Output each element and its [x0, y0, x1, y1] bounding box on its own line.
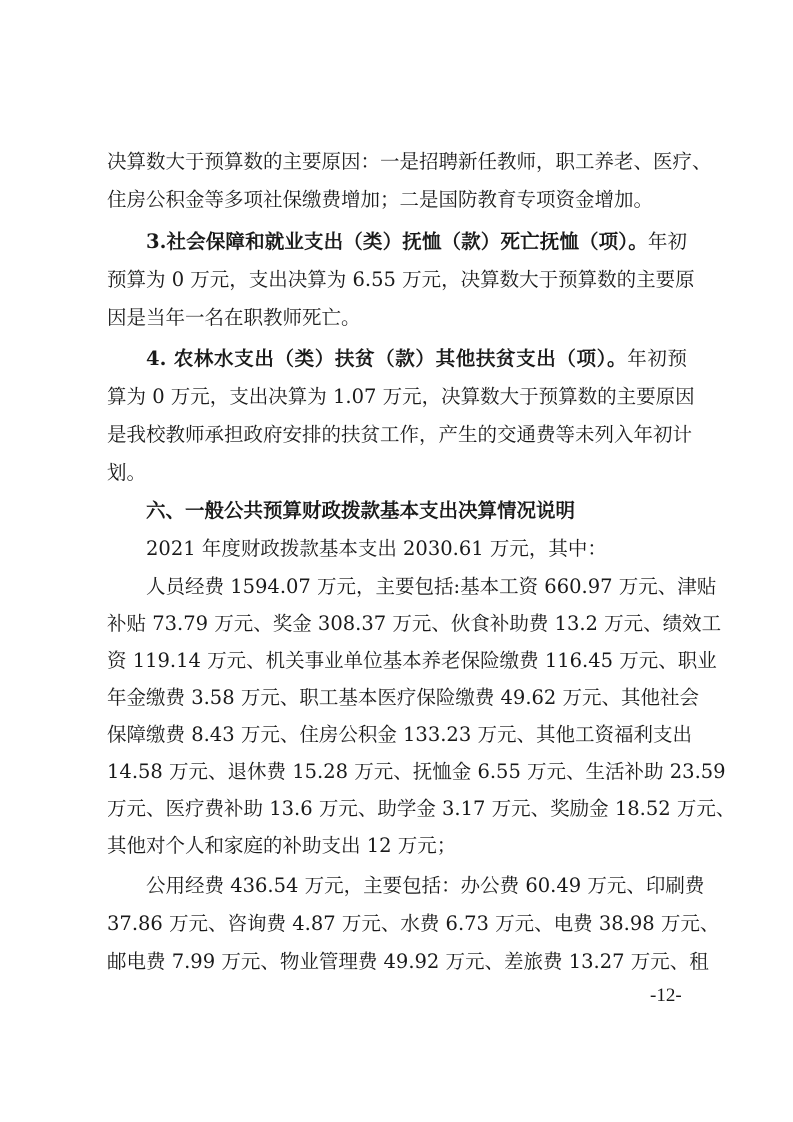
item-4-text: 年初预: [627, 347, 687, 370]
text-line: 补贴 73.79 万元、奖金 308.37 万元、伙食补助费 13.2 万元、绩效工: [107, 612, 722, 635]
text-line: 资 119.14 万元、机关事业单位基本养老保险缴费 116.45 万元、职业: [107, 649, 717, 672]
text-line: 邮电费 7.99 万元、物业管理费 49.92 万元、差旅费 13.27 万元、租: [107, 950, 709, 973]
item-4-line: [146, 342, 687, 376]
text-line: 划。: [107, 461, 147, 484]
text-line: 算为 0 万元，支出决算为 1.07 万元，决算数大于预算数的主要原因: [107, 385, 695, 408]
item-3-line: [146, 225, 687, 259]
text-line: 预算为 0 万元，支出决算为 6.55 万元，决算数大于预算数的主要原: [107, 268, 695, 291]
section-heading: 六、一般公共预算财政拨款基本支出决算情况说明: [146, 499, 576, 522]
text-line: 37.86 万元、咨询费 4.87 万元、水费 6.73 万元、电费 38.98 万元、: [107, 912, 720, 935]
text-line: 人员经费 1594.07 万元，主要包括:基本工资 660.97 万元、津贴: [146, 575, 717, 598]
text-line: 因是当年一名在职教师死亡。: [107, 306, 361, 329]
text-line: 年金缴费 3.58 万元、职工基本医疗保险缴费 49.62 万元、其他社会: [107, 686, 700, 709]
text-line: 2021 年度财政拨款基本支出 2030.61 万元，其中：: [146, 537, 607, 560]
text-line: 万元、医疗费补助 13.6 万元、助学金 3.17 万元、奖励金 18.52 万元、: [107, 797, 736, 820]
page-number: -12-: [650, 985, 682, 1006]
text-line: 保障缴费 8.43 万元、住房公积金 133.23 万元、其他工资福利支出: [107, 723, 692, 746]
text-line: 住房公积金等多项社保缴费增加；二是国防教育专项资金增加。: [107, 188, 654, 211]
text-line: 其他对个人和家庭的补助支出 12 万元；: [107, 834, 457, 857]
item-3-title: 3.社会保障和就业支出（类）抚恤（款）死亡抚恤（项）。: [146, 230, 648, 253]
text-line: 14.58 万元、退休费 15.28 万元、抚恤金 6.55 万元、生活补助 23.59: [107, 760, 726, 783]
item-3-text: 年初: [647, 230, 687, 253]
text-line: 决算数大于预算数的主要原因：一是招聘新任教师，职工养老、医疗、: [107, 150, 712, 173]
text-line: 是我校教师承担政府安排的扶贫工作，产生的交通费等未列入年初计: [107, 423, 693, 446]
text-line: 公用经费 436.54 万元，主要包括：办公费 60.49 万元、印刷费: [146, 874, 705, 897]
item-4-title: 4. 农林水支出（类）扶贫（款）其他扶贫支出（项）。: [146, 347, 628, 370]
